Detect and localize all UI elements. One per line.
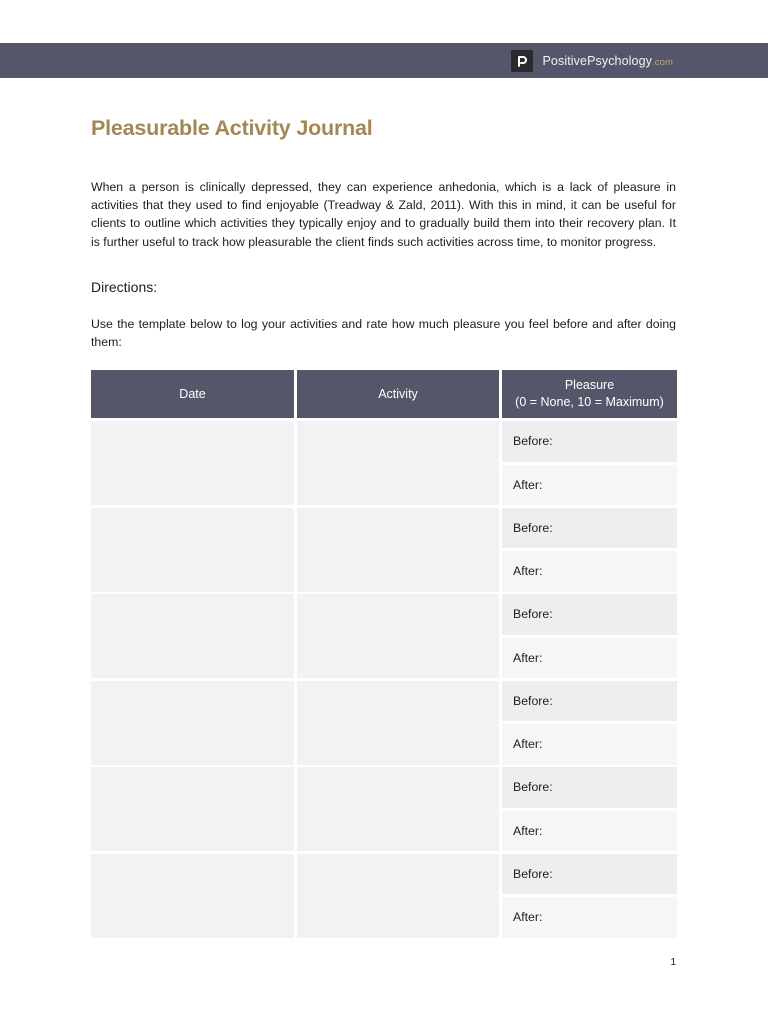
header-pleasure-label: Pleasure xyxy=(564,378,615,392)
pleasure-cell xyxy=(502,854,677,938)
header-date xyxy=(91,370,294,418)
brand-name-text: PositivePsychology xyxy=(542,54,652,68)
page-title: Pleasurable Activity Journal xyxy=(91,116,373,140)
journal-table xyxy=(91,370,677,940)
activity-cell[interactable] xyxy=(297,854,499,938)
before-rating-field[interactable]: Before: xyxy=(502,421,677,462)
after-rating-field[interactable]: After: xyxy=(502,897,677,938)
date-cell[interactable] xyxy=(91,421,294,505)
header-pleasure xyxy=(502,370,677,418)
after-rating-field[interactable]: After: xyxy=(502,551,677,592)
before-rating-field[interactable]: Before: xyxy=(502,594,677,635)
date-cell[interactable] xyxy=(91,594,294,678)
header-activity xyxy=(297,370,499,418)
header-bar xyxy=(0,43,768,78)
table-row xyxy=(91,767,677,851)
table-row xyxy=(91,421,677,505)
before-rating-field[interactable]: Before: xyxy=(502,854,677,895)
before-rating-field[interactable]: Before: xyxy=(502,681,677,722)
brand-logo xyxy=(511,50,674,72)
table-row xyxy=(91,681,677,765)
header-activity-label: Activity xyxy=(378,386,418,401)
directions-text: Use the template below to log your activities and rate how much pleasure you feel before and after doing them: xyxy=(91,317,676,350)
pleasure-cell xyxy=(502,681,677,765)
header-date-label: Date xyxy=(179,386,206,401)
pleasure-cell xyxy=(502,594,677,678)
after-rating-field[interactable]: After: xyxy=(502,465,677,506)
table-row xyxy=(91,854,677,938)
date-cell[interactable] xyxy=(91,508,294,592)
date-cell[interactable] xyxy=(91,767,294,851)
activity-cell[interactable] xyxy=(297,508,499,592)
activity-cell[interactable] xyxy=(297,681,499,765)
table-row xyxy=(91,594,677,678)
after-rating-field[interactable]: After: xyxy=(502,724,677,765)
after-rating-field[interactable]: After: xyxy=(502,811,677,852)
directions-heading: Directions: xyxy=(91,279,158,295)
positivepsychology-logo-icon xyxy=(511,50,533,72)
date-cell[interactable] xyxy=(91,854,294,938)
pleasure-cell xyxy=(502,508,677,592)
page-number: 1 xyxy=(670,957,676,968)
before-rating-field[interactable]: Before: xyxy=(502,508,677,549)
activity-cell[interactable] xyxy=(297,421,499,505)
table-header xyxy=(91,370,677,418)
date-cell[interactable] xyxy=(91,681,294,765)
header-pleasure-scale: (0 = None, 10 = Maximum) xyxy=(515,395,664,409)
brand-name xyxy=(543,54,674,68)
table-body xyxy=(91,421,677,938)
before-rating-field[interactable]: Before: xyxy=(502,767,677,808)
pleasure-cell xyxy=(502,767,677,851)
brand-tld: .com xyxy=(652,57,673,68)
after-rating-field[interactable]: After: xyxy=(502,638,677,679)
activity-cell[interactable] xyxy=(297,767,499,851)
intro-paragraph: When a person is clinically depressed, they can experience anhedonia, which is a lack of pleasure in activities that they used to find enjoyable (Treadway & Zald, 2011). With this in mind, it can be useful for clients to outline which activities they typically enjoy and to gradually build them into their recovery plan. It is further useful to track how pleasurable the client finds such activities across time, to monitor progress. xyxy=(91,180,676,249)
table-row xyxy=(91,508,677,592)
activity-cell[interactable] xyxy=(297,594,499,678)
pleasure-cell xyxy=(502,421,677,505)
